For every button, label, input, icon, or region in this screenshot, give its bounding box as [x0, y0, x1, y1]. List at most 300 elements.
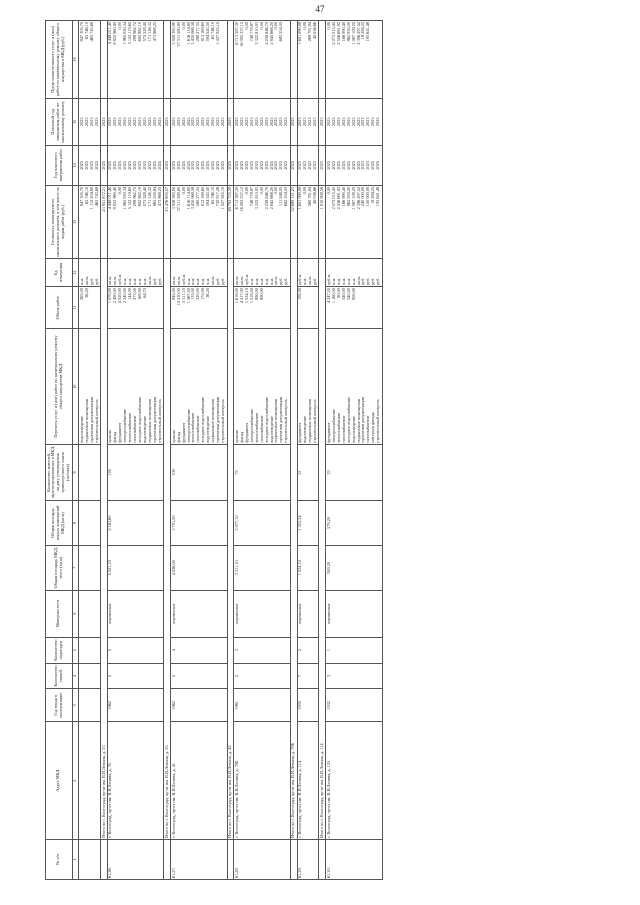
total-cost: 49 792 725,59 [227, 185, 234, 258]
work-unit-line: п.м. [142, 277, 148, 286]
work-unit-line: п.м. [195, 277, 201, 286]
work-planned-year-line: 2025 [117, 117, 123, 127]
work-limit-line: 298 962,72 [132, 22, 138, 42]
work-cost-line: 0,00 [325, 186, 331, 195]
work-limit-line: 862 930,20 [345, 22, 351, 42]
row-number: 61.27. [171, 840, 227, 880]
work-unit-line: п.м. [78, 277, 84, 286]
work-cost [107, 185, 163, 258]
work-volume-line: 945,00 [170, 288, 176, 300]
work-cost-line: 473 868,25 [156, 186, 162, 207]
work-limit-line: 195 641,48 [365, 22, 371, 42]
floors: 5 [234, 663, 290, 689]
work-list-line: интерьер фасада [370, 412, 376, 443]
work-list [297, 329, 319, 444]
house-address: г. Волгоград, пр-кт им. В.И.Ленина, д. 41 [171, 722, 227, 840]
work-volume-line: 4 020,00 [117, 288, 123, 304]
work-year-line: 2025 [78, 161, 84, 170]
work-planned-year-line: 2025 [238, 117, 244, 127]
work-limit-line: 812 169,60 [200, 22, 206, 42]
work-cost [234, 185, 290, 258]
work-year-line: 2025 [350, 161, 356, 170]
work-volume-line: 340,00 [345, 288, 351, 300]
work-list-line: водоотведение [350, 415, 356, 443]
work-cost-line: 1 027 925,10 [220, 186, 226, 210]
work-volume-line: 135,00 [190, 288, 196, 300]
work-list-line: электроснабжение [122, 409, 128, 443]
work-list-line: газоснабжение [195, 415, 201, 443]
work-planned-year-line: 2025 [132, 117, 138, 127]
living-area: 3 077,10 [234, 501, 290, 546]
work-unit-line: п.м. [137, 277, 143, 286]
work-volume-line: 1 567,00 [185, 288, 191, 304]
work-year-line: 2025 [248, 161, 254, 170]
work-cost-line: 240 000,00 [360, 186, 366, 207]
work-limit-line: 692 882,19 [137, 22, 143, 42]
work-list-line: фундамент [243, 422, 249, 443]
work-limit-line: 1 601 090,08 [297, 22, 303, 45]
entrances: 3 [234, 637, 290, 663]
work-limit-line: 2 258 846,70 [263, 22, 269, 45]
work-limit-line: 847 305,70 [78, 22, 84, 42]
work-unit-line: куб.м. [117, 273, 123, 286]
work-limit [234, 21, 290, 99]
work-volume [107, 287, 163, 329]
build-year: 1962 [107, 689, 163, 722]
work-cost-line: 2 258 846,70 [263, 186, 269, 210]
work-cost-line: 280 277,55 [195, 186, 201, 207]
total-area: 3 311,10 [234, 545, 290, 590]
work-planned-year-line: 2025 [151, 117, 157, 127]
work-planned-year-line: 2025 [127, 117, 133, 127]
work-year-line: 2025 [325, 161, 331, 170]
work-planned-year [234, 98, 290, 145]
work-planned-year-line: 2025 [335, 117, 341, 127]
work-cost-line: 171 126,32 [146, 186, 152, 207]
column-header: Объем работ [46, 287, 73, 329]
work-cost-line: 682 554,05 [283, 186, 289, 207]
work-cost [326, 185, 382, 258]
living-area: 3 791,50 [171, 501, 227, 546]
work-year-line: 2025 [258, 161, 264, 170]
work-list [171, 329, 227, 444]
work-planned-year-line: 2025 [142, 117, 148, 127]
total-year: 2025 [164, 145, 171, 185]
work-year-line: 2025 [283, 161, 289, 170]
work-unit-line: руб. [151, 277, 157, 286]
work-limit-line: 748 778,87 [248, 22, 254, 42]
column-number: 2 [72, 722, 79, 840]
work-volume-line: 64,70 [142, 288, 148, 298]
work-unit [326, 258, 382, 286]
work-list-line: фундамент [297, 422, 303, 443]
work-planned-year-line: 2023 [312, 117, 318, 127]
column-number: 4 [72, 663, 79, 689]
work-list-line: строительный контроль [283, 399, 289, 443]
repair-plan-table [45, 20, 383, 880]
row-number [101, 840, 108, 880]
column-number: 14 [72, 145, 79, 185]
work-volume-line: 4 247,20 [325, 288, 331, 304]
work-year-line: 2025 [112, 161, 118, 170]
work-volume-line: 36,20 [83, 288, 89, 298]
work-limit [107, 21, 163, 99]
wall-material: кирпичные [234, 590, 290, 637]
work-limit-line: 0,00 [243, 22, 249, 30]
column-header: Год ввода в эксплуатацию [46, 689, 73, 722]
column-header: Общая площадь жилых помещений МКД (кв.м) [46, 501, 73, 546]
work-list-line: строительный контроль [312, 399, 318, 443]
column-header: Количество подъездов [46, 637, 73, 663]
column-header: Предельная стоимость услуг и (или) работ по капитальному ремонту общего имущества в МКД (руб.) [46, 21, 73, 99]
work-unit-line: п.м. [335, 277, 341, 286]
work-planned-year-line: 2025 [233, 117, 239, 127]
row-number: 61.29. [297, 840, 319, 880]
work-unit-line: п.м. [190, 277, 196, 286]
living-area: 5 163,60 [107, 501, 163, 546]
wall-material: кирпичные [297, 590, 319, 637]
work-limit-line: 0,00 [117, 22, 123, 30]
work-year [234, 145, 290, 185]
work-cost-line: 1 601 090,08 [297, 186, 303, 210]
work-volume-line: 175,00 [200, 288, 206, 300]
work-cost-line: 150 000,00 [365, 186, 371, 207]
work-limit-line: 1 027 925,10 [215, 22, 221, 45]
row-number [164, 840, 171, 880]
work-cost-line: 37 311 580,80 [175, 186, 181, 212]
work-cost-line: 1 965 050,34 [122, 186, 128, 210]
work-limit-line: 0,00 [180, 22, 186, 30]
residents: 51 [297, 444, 319, 500]
work-unit-line: кв.м. [107, 276, 113, 286]
work-year-line: 2025 [175, 161, 181, 170]
work-unit-line: кв.м. [233, 276, 239, 286]
work-list-line: проектная документация [278, 397, 284, 443]
total-year: 2025 [290, 145, 297, 185]
work-planned-year-line: 2023 [365, 117, 371, 127]
work-limit-line: 575 528,40 [142, 22, 148, 42]
work-unit-line: куб.м. [180, 273, 186, 286]
residents: 75 [234, 444, 290, 500]
residents: 116 [107, 444, 163, 500]
work-list-line: строительный контроль [156, 399, 162, 443]
work-volume-line: 2 340,00 [122, 288, 128, 304]
work-year-line: 2025 [122, 161, 128, 170]
work-volume-line: 1 070,00 [107, 288, 113, 304]
work-cost-line: 2 556 681,92 [335, 186, 341, 210]
work-planned-year-line: 2025 [122, 117, 128, 127]
work-limit-line: 3 430 068,58 [190, 22, 196, 45]
work-list-line: фасад [112, 431, 118, 443]
work-planned-year-line: 2025 [190, 117, 196, 127]
work-planned-year-line: 2025 [112, 117, 118, 127]
work-unit-line: п.м. [185, 277, 191, 286]
column-number-row [72, 21, 79, 880]
entrances [79, 637, 101, 663]
work-cost-line: 594 543,50 [205, 186, 211, 207]
row-number: 61.28. [234, 840, 290, 880]
work-list-line: фундамент [117, 422, 123, 443]
build-year: 1935 [297, 689, 319, 722]
work-volume-line: 890,00 [253, 288, 259, 300]
work-list-line: проектная документация [88, 397, 94, 443]
column-number: 13 [72, 185, 79, 258]
work-planned-year-line: 2025 [137, 117, 143, 127]
work-limit-line: 269 781,84 [307, 22, 313, 42]
work-list-line: водоотведение [142, 415, 148, 443]
total-year: 2025 [227, 145, 234, 185]
work-unit-line: руб. [360, 277, 366, 286]
work-planned-year-line: 2025 [243, 117, 249, 127]
work-unit-line: кв.м. [355, 276, 361, 286]
column-header: Плановый год завершения работ по капитальному ремонту [46, 98, 73, 145]
work-list-line: строительный контроль [220, 399, 226, 443]
work-unit-line: куб.м. [243, 273, 249, 286]
work-unit [79, 258, 101, 286]
work-unit-line: п.м. [205, 277, 211, 286]
work-list-line: электроснабжение [330, 409, 336, 443]
column-number: 9 [72, 444, 79, 500]
work-planned-year-line: 2025 [220, 117, 226, 127]
work-list-line: теплоснабжение [253, 412, 259, 443]
work-limit-line: 594 543,50 [205, 22, 211, 42]
work-limit-line: 3 322 810,93 [253, 22, 259, 45]
work-cost [297, 185, 319, 258]
house-address: г. Волгоград, пр-кт им. В.И.Ленина, д. 79Б [234, 722, 290, 840]
total-row [227, 21, 234, 880]
work-planned-year-line: 2025 [195, 117, 201, 127]
work-planned-year-line: 2025 [175, 117, 181, 127]
work-year-line: 2025 [210, 161, 216, 170]
work-unit-line: кв.м. [175, 276, 181, 286]
total-limit [101, 21, 108, 99]
work-planned-year-line: 2025 [340, 117, 346, 127]
work-year-line: 2025 [127, 161, 133, 170]
table-row [79, 21, 101, 880]
work-volume-line: 169,00 [137, 288, 143, 300]
entrances: 5 [107, 637, 163, 663]
work-unit-line: руб. [283, 277, 289, 286]
work-list-line: фасад [175, 431, 181, 443]
work-unit-line: руб. [93, 277, 99, 286]
work-list [326, 329, 382, 444]
work-cost-line: 0,00 [273, 186, 279, 195]
work-volume-line: 36,20 [205, 288, 211, 298]
work-year-line: 2025 [238, 161, 244, 170]
work-unit-line: п.м. [248, 277, 254, 286]
column-header: Стоимость планируемого капитального ремонта, в том числе по видам работ (руб.) [46, 185, 73, 258]
work-volume-line: 1 618,00 [233, 288, 239, 304]
work-year-line: 2025 [375, 161, 381, 170]
work-list-line: газоснабжение [258, 415, 264, 443]
work-limit-line: 65 746,10 [83, 22, 89, 40]
work-cost-line: 575 528,40 [142, 186, 148, 207]
work-year-line: 2025 [263, 161, 269, 170]
work-volume [79, 287, 101, 329]
work-cost-line: 1 616 114,80 [185, 186, 191, 210]
work-planned-year-line: 2023 [360, 117, 366, 127]
wall-material: кирпичные [107, 590, 163, 637]
work-unit-line: п.м. [345, 277, 351, 286]
work-unit-line: кв.м. [238, 276, 244, 286]
build-year [79, 689, 101, 722]
work-limit-line: 40 036,66 [312, 22, 318, 40]
work-limit-line: 6 713 387,30 [233, 22, 239, 45]
work-limit-line: 0,00 [302, 22, 308, 30]
build-year: 1962 [171, 689, 227, 722]
work-cost-line: 2 073 015,45 [330, 186, 336, 210]
column-number: 5 [72, 637, 79, 663]
header-row [46, 21, 73, 880]
work-limit-line: 16 005 357,12 [238, 22, 244, 47]
work-year-line: 2023 [365, 161, 371, 170]
total-area: 920,20 [326, 545, 382, 590]
work-cost-line: 1 112 204,80 [88, 186, 94, 210]
work-limit-line: 0,00 [325, 22, 331, 30]
wall-material: кирпичные [171, 590, 227, 637]
total-limit [164, 21, 171, 99]
work-cost-line: 865 259,84 [151, 186, 157, 207]
total-cost: 23 851 872,21 [101, 185, 108, 258]
work-unit-line: кв.м. [170, 276, 176, 286]
work-volume-line: 320,00 [195, 288, 201, 300]
work-limit-line: 2 845 668,20 [268, 22, 274, 45]
wall-material [79, 590, 101, 637]
work-volume-line: 900,00 [350, 288, 356, 300]
column-header: Перечень услуг и (или) работ по капитальному ремонту общего имущества МКД [46, 329, 73, 444]
work-unit-line: п.м. [127, 277, 133, 286]
column-header: № п/п [46, 840, 73, 880]
work-unit-line: куб.м. [325, 273, 331, 286]
work-planned-year [171, 98, 227, 145]
work-limit-line: 1 616 114,80 [185, 22, 191, 45]
work-limit [326, 21, 382, 99]
work-cost-line: 6 713 387,30 [233, 186, 239, 210]
total-planned-year: 2023 [319, 98, 326, 145]
work-unit-line: п.м. [350, 277, 356, 286]
work-planned-year-line: 2025 [200, 117, 206, 127]
column-header: Общая площадь МКД, всего (кв.м) [46, 545, 73, 590]
work-list-line: водоотведение [302, 415, 308, 443]
work-limit-line: 18 284,25 [360, 22, 366, 40]
work-cost [79, 185, 101, 258]
work-unit-line: п.м. [268, 277, 274, 286]
work-unit [171, 258, 227, 286]
total-label: Итого по г. Волгоград, пр-кт им. В.И.Ленина, д. 79Б [290, 258, 297, 839]
work-cost-line: 40 036,66 [312, 186, 318, 205]
column-header: Адрес МКД [46, 722, 73, 840]
work-cost-line: 16 005 357,12 [238, 186, 244, 212]
entrances: 4 [171, 637, 227, 663]
work-year-line: 2025 [273, 161, 279, 170]
work-unit-line: кв.м. [210, 276, 216, 286]
work-planned-year-line: 2025 [248, 117, 254, 127]
work-planned-year-line: 2025 [210, 117, 216, 127]
work-year-line: 2025 [83, 161, 89, 170]
work-limit [171, 21, 227, 99]
work-list-line: подвальные помещения [83, 399, 89, 443]
work-unit [107, 258, 163, 286]
work-cost-line: 298 962,72 [132, 186, 138, 207]
work-list-line: теплоснабжение [335, 412, 341, 443]
work-list-line: крыша [233, 430, 239, 443]
page-number: 47 [315, 4, 325, 14]
total-label: Итого по г. Волгоград, пр-кт им. В.И.Ленина, д. 42 [227, 258, 234, 839]
row-number: 61.26. [107, 840, 163, 880]
total-cost: 32 689 151,23 [290, 185, 297, 258]
work-list-line: газоснабжение [340, 415, 346, 443]
work-unit-line: кв.м. [83, 276, 89, 286]
work-list-line: подвальные помещения [146, 399, 152, 443]
work-list-line: строительный контроль [375, 399, 381, 443]
total-planned-year: 2025 [290, 98, 297, 145]
row-number [290, 840, 297, 880]
work-year-line: 2025 [355, 161, 361, 170]
table-row [297, 21, 319, 880]
work-year-line: 2025 [137, 161, 143, 170]
living-area: 1 353,34 [297, 501, 319, 546]
work-volume-line: 144,00 [127, 288, 133, 300]
work-year [79, 145, 101, 185]
total-planned-year: 2025 [227, 98, 234, 145]
table-row [171, 21, 227, 880]
work-planned-year-line: 2025 [263, 117, 269, 127]
work-year [107, 145, 163, 185]
total-row [290, 21, 297, 880]
total-row [319, 21, 326, 880]
work-planned-year-line: 2025 [355, 117, 361, 127]
work-planned-year [297, 98, 319, 145]
column-number: 8 [72, 501, 79, 546]
work-year-line: 2025 [278, 161, 284, 170]
table-body [79, 21, 382, 880]
work-unit-line: руб. [220, 277, 226, 286]
row-number: 61.30. [326, 840, 382, 880]
work-cost-line: 847 305,70 [78, 186, 84, 207]
work-year-line: 2023 [360, 161, 366, 170]
work-limit-line: 65 746,10 [210, 22, 216, 40]
total-label: Итого по г. Волгоград, пр-кт им. В.И.Ленина, д. 114 [319, 258, 326, 839]
work-unit [297, 258, 319, 286]
work-volume-line: 80,00 [335, 288, 341, 298]
work-list-line: газоснабжение [365, 415, 371, 443]
work-year-line: 2025 [170, 161, 176, 170]
column-number: 16 [72, 21, 79, 99]
work-list-line: водоотведение [78, 415, 84, 443]
work-limit-line: 1 965 050,34 [122, 22, 128, 45]
work-volume-line: 273,00 [132, 288, 138, 300]
work-unit-line: руб. [370, 277, 376, 286]
total-planned-year: 2025 [101, 98, 108, 145]
work-cost-line: 18 284,25 [370, 186, 376, 205]
work-limit-line: 3 928 383,90 [170, 22, 176, 45]
work-list-line: подвальные помещения [307, 399, 313, 443]
work-limit-line: 166 990,40 [340, 22, 346, 42]
work-year-line: 2025 [268, 161, 274, 170]
column-number: 10 [72, 329, 79, 444]
work-year-line: 2025 [215, 161, 221, 170]
work-cost-line: 812 169,60 [200, 186, 206, 207]
work-limit-line: 5 122 119,60 [127, 22, 133, 45]
work-year-line: 2025 [151, 161, 157, 170]
work-year-line: 2025 [190, 161, 196, 170]
work-cost-line: 0,00 [258, 186, 264, 195]
house-address: г. Волгоград, пр-кт им. В.И.Ленина, д. 125 [326, 722, 382, 840]
work-planned-year-line: 2025 [375, 117, 381, 127]
work-cost-line: 0,00 [180, 186, 186, 195]
work-unit-line: кв.м. [112, 276, 118, 286]
work-unit-line: руб. [215, 277, 221, 286]
